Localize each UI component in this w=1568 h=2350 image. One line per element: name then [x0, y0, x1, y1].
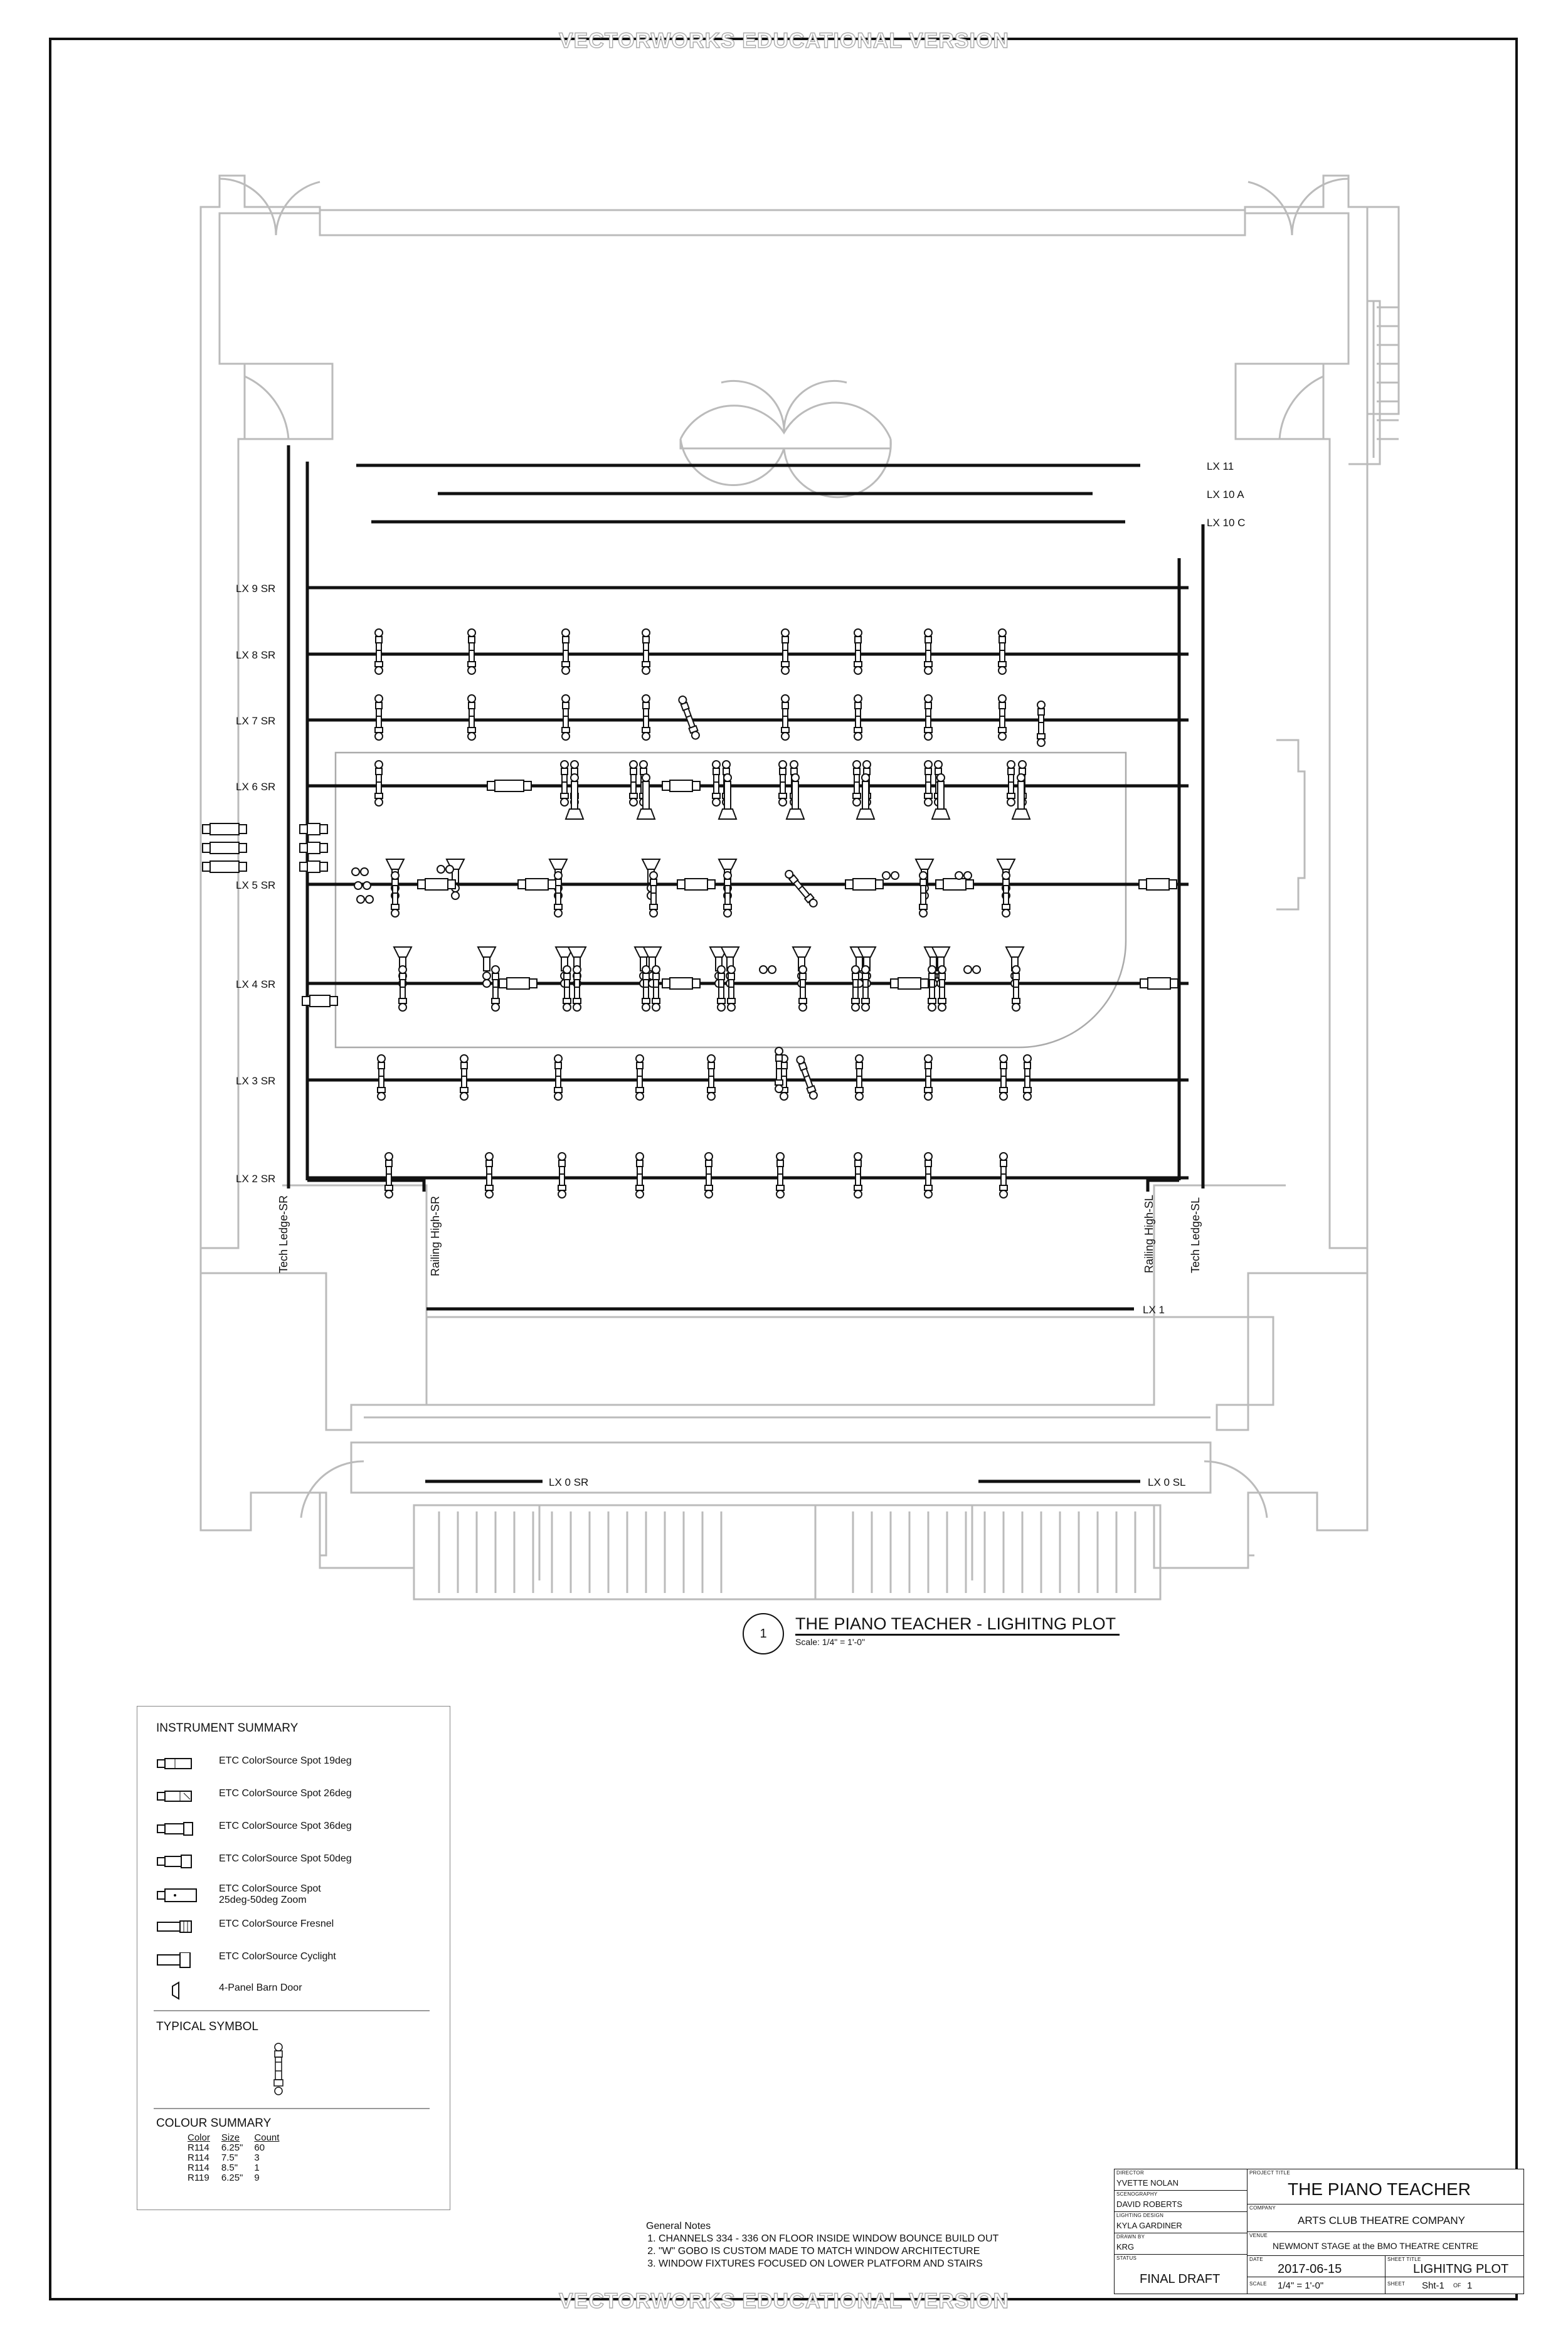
colour-row	[188, 2143, 290, 2153]
legend-label-cyclight: ETC ColorSource Cyclight	[219, 1951, 336, 1962]
fixture-spot	[712, 761, 720, 806]
colour-cell: 9	[254, 2173, 260, 2183]
fixture-spot	[856, 1055, 863, 1100]
fixture-spot	[779, 761, 787, 806]
barn-door-icon	[156, 1981, 200, 2000]
note-item: 3. WINDOW FIXTURES FOCUSED ON LOWER PLATFORM AND STAIRS	[659, 2258, 999, 2270]
typical-symbol-icon	[269, 2042, 288, 2102]
general-notes-list	[646, 2233, 999, 2270]
fixture-spot	[563, 966, 571, 1011]
tb-sheet-of: OF	[1453, 2282, 1461, 2289]
typical-symbol-title: TYPICAL SYMBOL	[156, 2020, 258, 2033]
instrument-summary-title: INSTRUMENT SUMMARY	[156, 1722, 299, 1735]
label-lx0sl: LX 0 SL	[1148, 1476, 1186, 1488]
tb-venue-value: NEWMONT STAGE at the BMO THEATRE CENTRE	[1273, 2241, 1479, 2251]
tb-date-label: DATE	[1249, 2257, 1263, 2262]
tb-sheet-title	[1385, 2255, 1524, 2278]
fixture-spot	[853, 761, 861, 806]
drawing-number: 1	[743, 1613, 784, 1654]
fixture-spot	[924, 1055, 932, 1100]
legend-label-spot-26: ETC ColorSource Spot 26deg	[219, 1788, 352, 1799]
fixture-spot	[636, 1153, 644, 1198]
colour-cell: 1	[254, 2162, 260, 2173]
plot-title-scale: Scale: 1/4" = 1'-0"	[795, 1637, 866, 1647]
fixture-spot	[796, 1055, 818, 1100]
fixture-spot	[375, 761, 383, 806]
fixture-spot-horizontal	[203, 823, 246, 835]
pipe-labels	[236, 460, 1245, 1488]
fixture-spot-horizontal	[418, 879, 455, 890]
fixture-spot	[460, 1055, 468, 1100]
label-lx11: LX 11	[1207, 460, 1234, 472]
tb-status-value: FINAL DRAFT	[1140, 2272, 1221, 2286]
tb-date-value: 2017-06-15	[1278, 2262, 1342, 2276]
fixture-spot	[642, 966, 650, 1011]
spot-36-icon	[156, 1822, 200, 1836]
legend-label-spot-zoom-line2: 25deg-50deg Zoom	[219, 1895, 307, 1905]
fixture-spot	[938, 966, 946, 1011]
tb-sheet-title-value: LIGHITNG PLOT	[1413, 2262, 1509, 2276]
tb-drawn	[1114, 2233, 1248, 2255]
tb-project	[1247, 2169, 1524, 2205]
label-lx8: LX 8 SR	[236, 649, 276, 661]
tb-project-value: THE PIANO TEACHER	[1288, 2179, 1471, 2199]
fixture-accessory	[882, 872, 899, 879]
tb-director-value: YVETTE NOLAN	[1116, 2178, 1179, 2188]
tb-scale-label: SCALE	[1249, 2281, 1267, 2287]
colour-cell: 8.5"	[221, 2162, 238, 2173]
colour-row	[188, 2163, 290, 2173]
title-block	[1114, 2169, 1524, 2294]
fixture-spot	[705, 1153, 712, 1198]
tb-drawn-value: KRG	[1116, 2242, 1135, 2252]
fixture-spot	[1007, 761, 1015, 806]
label-tech-ledge-sr: Tech Ledge-SR	[277, 1195, 290, 1273]
spot-19-icon	[156, 1757, 200, 1770]
fixture-spot	[724, 872, 731, 917]
label-tech-ledge-sl: Tech Ledge-SL	[1189, 1197, 1202, 1273]
colour-header-color: Color	[188, 2132, 210, 2143]
tb-scenography	[1114, 2190, 1248, 2213]
fixture-accessory	[964, 966, 980, 973]
fixture-spot	[678, 695, 701, 740]
fixture-spot-horizontal	[203, 842, 246, 854]
legend-label-spot-36: ETC ColorSource Spot 36deg	[219, 1821, 352, 1831]
fixture-spot	[776, 1153, 784, 1198]
legend-label-barn-door: 4-Panel Barn Door	[219, 1982, 302, 1993]
fixture-spot-horizontal	[487, 780, 531, 791]
fixture-spot-horizontal	[300, 823, 327, 835]
tb-company	[1247, 2204, 1524, 2233]
label-lx10a: LX 10 A	[1207, 489, 1244, 500]
tb-status	[1114, 2254, 1248, 2294]
spot-26-icon	[156, 1789, 200, 1803]
fixture-spot	[1000, 1055, 1007, 1100]
tb-drawn-label: DRAWN BY	[1116, 2234, 1145, 2240]
fixture-spot	[378, 1055, 385, 1100]
fixture-spot	[375, 695, 383, 740]
legend-divider-2	[154, 2108, 430, 2109]
label-lx9: LX 9 SR	[236, 583, 276, 595]
label-lx0sr: LX 0 SR	[549, 1476, 589, 1488]
fixture-spot	[630, 761, 637, 806]
label-railing-high-sr: Railing High-SR	[429, 1195, 442, 1276]
fixture-spot-horizontal	[302, 995, 337, 1007]
colour-row	[188, 2173, 290, 2183]
tb-sheet-label: SHEET	[1387, 2281, 1406, 2287]
fixture-accessory	[760, 966, 776, 973]
label-lx3: LX 3 SR	[236, 1075, 276, 1087]
tb-director-label: DIRECTOR	[1116, 2170, 1145, 2176]
tb-scenography-value: DAVID ROBERTS	[1116, 2199, 1182, 2209]
tb-lighting	[1114, 2211, 1248, 2234]
fixture-spot	[385, 1153, 393, 1198]
fixture-spot	[781, 695, 789, 740]
fixture-spot	[999, 695, 1006, 740]
fixture-spot	[652, 966, 660, 1011]
fixture-spot	[391, 872, 399, 917]
colour-cell: 3	[254, 2152, 260, 2163]
fixture-spot	[854, 1153, 862, 1198]
fixture-spot	[650, 872, 657, 917]
fixture-spot	[1012, 966, 1020, 1011]
tb-venue	[1247, 2231, 1524, 2257]
colour-header-count: Count	[254, 2132, 280, 2143]
fixture-spot	[1037, 701, 1045, 746]
colour-cell: R114	[188, 2142, 209, 2153]
fixture-spot	[707, 1055, 715, 1100]
colour-summary-table	[188, 2133, 290, 2183]
legend-label-fresnel: ETC ColorSource Fresnel	[219, 1919, 334, 1929]
tb-sheet	[1385, 2277, 1524, 2294]
fixture-spot-horizontal	[203, 861, 246, 872]
fixture-spot	[636, 1055, 644, 1100]
tb-sheet-title-label: SHEET TITLE	[1387, 2257, 1421, 2262]
note-item: 2. "W" GOBO IS CUSTOM MADE TO MATCH WINDOW ARCHITECTURE	[659, 2245, 999, 2258]
colour-header-row	[188, 2133, 290, 2143]
fixture-spot	[561, 761, 568, 806]
fixture-spot	[799, 966, 807, 1011]
fixture-spot	[919, 872, 927, 917]
colour-summary-title: COLOUR SUMMARY	[156, 2117, 272, 2130]
fixture-spot	[492, 966, 499, 1011]
fixture-spot-horizontal	[499, 978, 537, 989]
tb-date	[1247, 2255, 1386, 2278]
fixture-spot-horizontal	[891, 978, 928, 989]
vertical-labels	[277, 1195, 1202, 1276]
fixture-spot	[928, 966, 936, 1011]
label-lx1: LX 1	[1143, 1304, 1165, 1316]
fixture-spot	[728, 966, 735, 1011]
fixture-spot	[558, 1153, 566, 1198]
fixture-spot-horizontal	[1139, 879, 1177, 890]
fixture-spot	[718, 966, 725, 1011]
tb-status-label: STATUS	[1116, 2255, 1137, 2261]
fixture-spot-horizontal	[300, 842, 327, 854]
fixture-spot	[1024, 1055, 1031, 1100]
tb-scenography-label: SCENOGRAPHY	[1116, 2191, 1158, 2197]
fixture-spot-horizontal	[936, 879, 973, 890]
fixture-spot	[784, 869, 818, 909]
cyclight-icon	[156, 1952, 200, 1969]
tb-scale	[1247, 2277, 1386, 2294]
fixture-spot	[554, 1055, 562, 1100]
fixture-spot-horizontal	[662, 780, 700, 791]
tb-lighting-label: LIGHTING DESIGN	[1116, 2213, 1164, 2218]
fixture-spot	[562, 629, 569, 674]
fixture-spot	[468, 629, 475, 674]
colour-row	[188, 2153, 290, 2163]
tb-company-label: COMPANY	[1249, 2205, 1276, 2211]
colour-cell: R114	[188, 2152, 209, 2163]
fixture-spot	[854, 695, 862, 740]
tb-sheet-total: 1	[1467, 2280, 1473, 2291]
fixture-spot	[375, 629, 383, 674]
lighting-instruments	[203, 629, 1178, 1198]
fixture-spot	[468, 695, 475, 740]
fixture-spot	[924, 695, 932, 740]
colour-cell: 7.5"	[221, 2152, 238, 2163]
watermark-top: VECTORWORKS EDUCATIONAL VERSION	[559, 29, 1009, 53]
plot-title	[743, 1613, 1116, 1657]
fixture-accessory	[357, 896, 373, 903]
fixture-spot	[852, 966, 859, 1011]
fixture-spot-horizontal	[662, 978, 700, 989]
tb-venue-label: VENUE	[1249, 2233, 1268, 2238]
instrument-legend	[137, 1706, 450, 2210]
label-lx6: LX 6 SR	[236, 781, 276, 793]
colour-header-size: Size	[221, 2132, 240, 2143]
tb-project-label: PROJECT TITLE	[1249, 2170, 1290, 2176]
tb-scale-value: 1/4" = 1'-0"	[1278, 2280, 1324, 2291]
general-notes-title: General Notes	[646, 2221, 711, 2231]
label-lx2: LX 2 SR	[236, 1173, 276, 1185]
fixture-spot	[1002, 872, 1010, 917]
fixture-spot	[924, 761, 932, 806]
fixture-accessory	[352, 868, 368, 876]
fixture-spot	[999, 629, 1006, 674]
fixture-spot-horizontal	[300, 861, 327, 872]
tb-sheet-value: Sht-1	[1422, 2280, 1444, 2291]
fixture-accessory	[437, 865, 453, 873]
fixture-spot	[924, 1153, 932, 1198]
fixture-spot-horizontal	[1140, 978, 1178, 989]
legend-label-spot-zoom-line1: ETC ColorSource Spot	[219, 1883, 321, 1894]
label-lx5: LX 5 SR	[236, 879, 276, 891]
fresnel-icon	[156, 1920, 200, 1934]
fixture-spot	[562, 695, 569, 740]
colour-cell: R114	[188, 2162, 209, 2173]
fixture-spot	[554, 872, 562, 917]
fixture-spot-horizontal	[845, 879, 883, 890]
tb-lighting-value: KYLA GARDINER	[1116, 2221, 1182, 2230]
fixture-cyclight	[719, 774, 736, 819]
fixture-spot	[485, 1153, 493, 1198]
legend-divider	[154, 2010, 430, 2011]
fixture-spot-horizontal	[518, 879, 556, 890]
colour-cell: 60	[254, 2142, 265, 2153]
fixture-spot	[642, 629, 650, 674]
colour-cell: 6.25"	[221, 2173, 243, 2183]
watermark-bottom: VECTORWORKS EDUCATIONAL VERSION	[559, 2289, 1009, 2313]
fixture-spot	[399, 966, 406, 1011]
fixture-spot	[854, 629, 862, 674]
legend-label-spot-50: ETC ColorSource Spot 50deg	[219, 1853, 352, 1864]
label-lx7: LX 7 SR	[236, 715, 276, 727]
label-railing-high-sl: Railing High-SL	[1143, 1194, 1155, 1273]
fixture-spot	[775, 1047, 783, 1093]
note-item: 1. CHANNELS 334 - 336 ON FLOOR INSIDE WINDOW BOUNCE BUILD OUT	[659, 2233, 999, 2245]
spot-50-icon	[156, 1855, 200, 1868]
plot-title-name: THE PIANO TEACHER - LIGHITNG PLOT	[795, 1614, 1120, 1636]
fixture-spot-horizontal	[677, 879, 715, 890]
fixture-spot	[781, 629, 789, 674]
fixture-spot	[862, 966, 869, 1011]
legend-label-spot-zoom	[219, 1883, 321, 1906]
fixture-cyclight	[787, 774, 804, 819]
legend-label-spot-19: ETC ColorSource Spot 19deg	[219, 1755, 352, 1766]
colour-cell: 6.25"	[221, 2142, 243, 2153]
fixture-spot	[573, 966, 581, 1011]
tb-director	[1114, 2169, 1248, 2191]
fixture-spot	[924, 629, 932, 674]
tb-company-value: ARTS CLUB THEATRE COMPANY	[1298, 2215, 1466, 2226]
spot-zoom-icon	[156, 1887, 200, 1903]
fixture-spot	[642, 695, 650, 740]
label-lx10c: LX 10 C	[1207, 517, 1246, 529]
label-lx4: LX 4 SR	[236, 978, 276, 990]
fixture-spot	[1000, 1153, 1007, 1198]
colour-cell: R119	[188, 2173, 209, 2183]
general-notes	[646, 2220, 999, 2270]
